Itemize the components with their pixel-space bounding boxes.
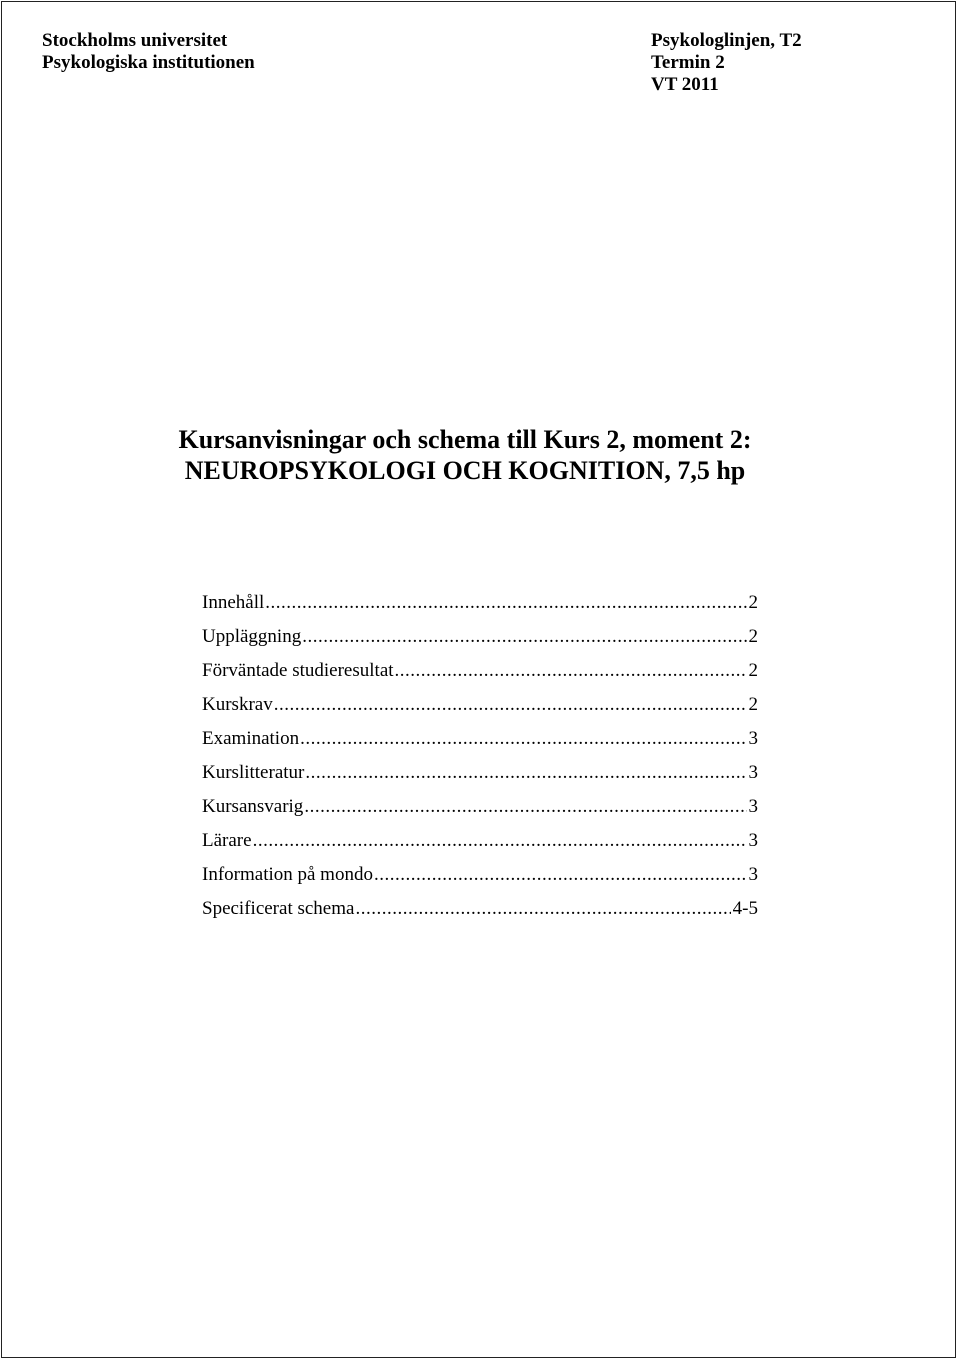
- toc-entry-page: 2: [748, 694, 758, 715]
- toc-entry-page: 3: [748, 796, 758, 817]
- toc-leader-dots: [395, 656, 747, 686]
- toc-entry[interactable]: [202, 758, 758, 792]
- toc-leader-dots: [355, 894, 730, 924]
- toc-leader-dots: [300, 724, 746, 754]
- toc-leader-dots: [302, 622, 746, 652]
- header-institution: [42, 30, 255, 74]
- toc-entry-label: Lärare: [202, 830, 252, 851]
- toc-leader-dots: [304, 792, 746, 822]
- toc-entry[interactable]: [202, 690, 758, 724]
- toc-entry-page: 3: [748, 762, 758, 783]
- toc-entry-label: Uppläggning: [202, 626, 302, 647]
- toc-entry[interactable]: [202, 656, 758, 690]
- toc-entry[interactable]: [202, 724, 758, 758]
- toc-leader-dots: [374, 860, 747, 890]
- toc-leader-dots: [274, 690, 747, 720]
- toc-entry-label: Examination: [202, 728, 300, 749]
- toc-entry-label: Specificerat schema: [202, 898, 355, 919]
- table-of-contents: [202, 588, 758, 928]
- toc-leader-dots: [265, 588, 746, 618]
- toc-entry[interactable]: [202, 622, 758, 656]
- university-name: Stockholms universitet: [42, 30, 228, 51]
- title-line-2: NEUROPSYKOLOGI OCH KOGNITION, 7,5 hp: [184, 456, 746, 485]
- document-title: [0, 424, 930, 486]
- toc-entry-label: Kursansvarig: [202, 796, 304, 817]
- toc-entry-label: Kurslitteratur: [202, 762, 305, 783]
- toc-entry-page: 2: [748, 660, 758, 681]
- program-name: Psykologlinjen, T2: [651, 30, 802, 51]
- toc-entry-page: 3: [748, 864, 758, 885]
- toc-entry[interactable]: [202, 894, 758, 928]
- header-program: [651, 30, 802, 96]
- toc-leader-dots: [253, 826, 747, 856]
- toc-entry[interactable]: [202, 826, 758, 860]
- toc-entry-page: 3: [748, 830, 758, 851]
- toc-entry-label: Information på mondo: [202, 864, 373, 885]
- toc-leader-dots: [305, 758, 746, 788]
- toc-entry-page: 2: [748, 626, 758, 647]
- toc-entry-label: Kurskrav: [202, 694, 273, 715]
- toc-entry-page: 2: [748, 592, 758, 613]
- toc-entry-page: 3: [748, 728, 758, 749]
- toc-entry-label: Innehåll: [202, 592, 265, 613]
- toc-entry[interactable]: [202, 860, 758, 894]
- title-line-1: Kursanvisningar och schema till Kurs 2, moment 2:: [178, 425, 752, 454]
- toc-entry[interactable]: [202, 588, 758, 622]
- toc-entry-label: Förväntade studieresultat: [202, 660, 394, 681]
- toc-entry-page: 4-5: [732, 898, 758, 919]
- department-name: Psykologiska institutionen: [42, 52, 255, 73]
- term-label: Termin 2: [651, 52, 725, 73]
- semester-label: VT 2011: [651, 74, 719, 95]
- toc-entry[interactable]: [202, 792, 758, 826]
